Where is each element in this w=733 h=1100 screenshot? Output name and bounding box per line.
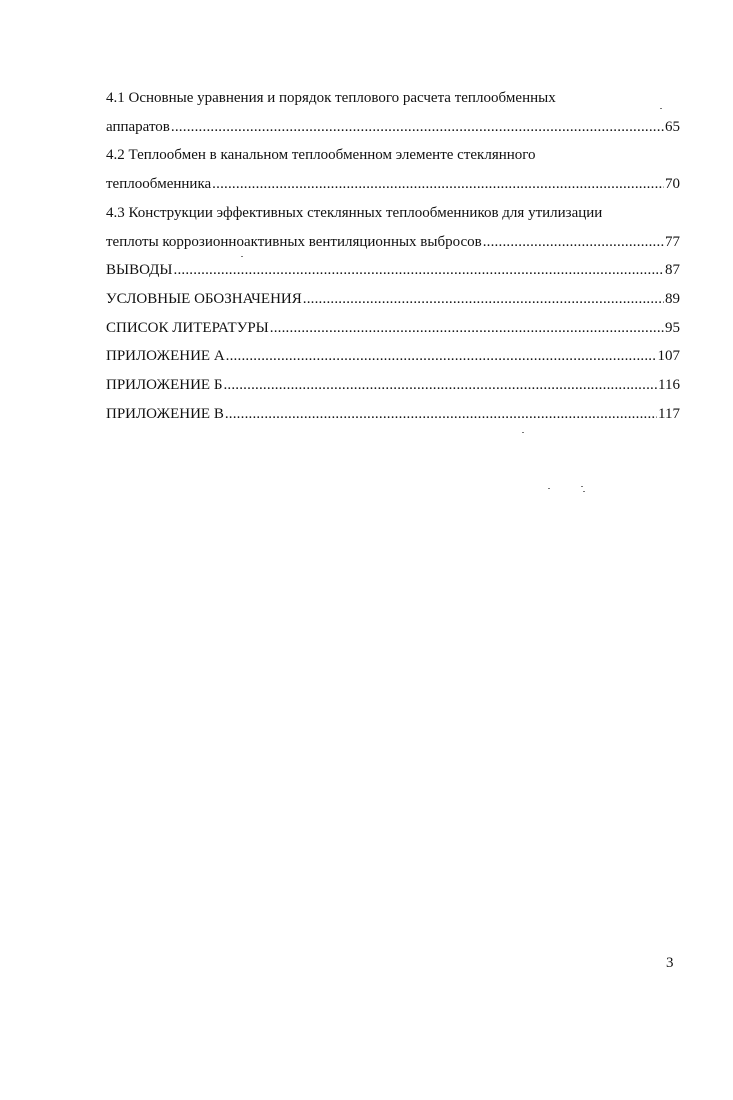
toc-entry-conclusions [106,256,680,285]
toc-entry-4-3 [106,199,680,256]
toc-entry-page: 89 [665,290,680,307]
scan-speck [548,488,550,489]
toc-entry-4-1 [106,84,680,141]
toc-entry-label: УСЛОВНЫЕ ОБОЗНАЧЕНИЯ [106,290,302,307]
toc-entry-4-2 [106,141,680,198]
toc-entry-label: ПРИЛОЖЕНИЕ А [106,348,225,365]
toc-entry-page: 116 [658,377,680,394]
toc-entry-references [106,314,680,343]
scan-speck [660,108,662,109]
scan-speck [522,432,524,433]
table-of-contents [106,84,680,428]
dot-leader [223,371,657,400]
toc-entry-page: 65 [665,118,680,135]
scan-speck [241,256,243,257]
toc-entry-label: теплообменника [106,176,212,193]
toc-entry-title: 4.3 Конструкции эффективных стеклянных теплообменников для утилизации [106,204,603,221]
dot-leader [226,342,657,371]
toc-entry-label: аппаратов [106,118,170,135]
toc-entry-title: 4.1 Основные уравнения и порядок теплового расчета теплообменных [106,90,556,106]
dot-leader [303,285,664,314]
toc-entry-appendix-v [106,400,680,429]
dot-leader [225,400,657,429]
toc-entry-label: ВЫВОДЫ [106,262,173,279]
toc-entry-label: СПИСОК ЛИТЕРАТУРЫ [106,319,269,336]
toc-entry-notation [106,285,680,314]
dot-leader [270,314,664,343]
toc-entry-page: 77 [665,233,680,250]
toc-entry-label: ПРИЛОЖЕНИЕ Б [106,377,223,394]
toc-entry-page: 87 [665,262,680,279]
toc-entry-appendix-a [106,342,680,371]
toc-entry-page: 70 [665,176,680,193]
page-number: 3 [666,955,674,971]
dot-leader [483,228,664,257]
dot-leader [171,113,664,142]
scan-speck [583,491,585,492]
dot-leader [212,170,664,199]
toc-entry-label: ПРИЛОЖЕНИЕ В [106,405,224,422]
toc-entry-page: 95 [665,319,680,336]
toc-entry-label: теплоты коррозионноактивных вентиляционных выбросов [106,233,482,250]
toc-entry-appendix-b [106,371,680,400]
toc-entry-page: 107 [657,348,680,365]
toc-entry-page: 117 [658,405,680,422]
toc-entry-title: 4.2 Теплообмен в канальном теплообменном элементе стеклянного [106,147,536,164]
dot-leader [174,256,665,285]
scan-speck [581,486,583,487]
